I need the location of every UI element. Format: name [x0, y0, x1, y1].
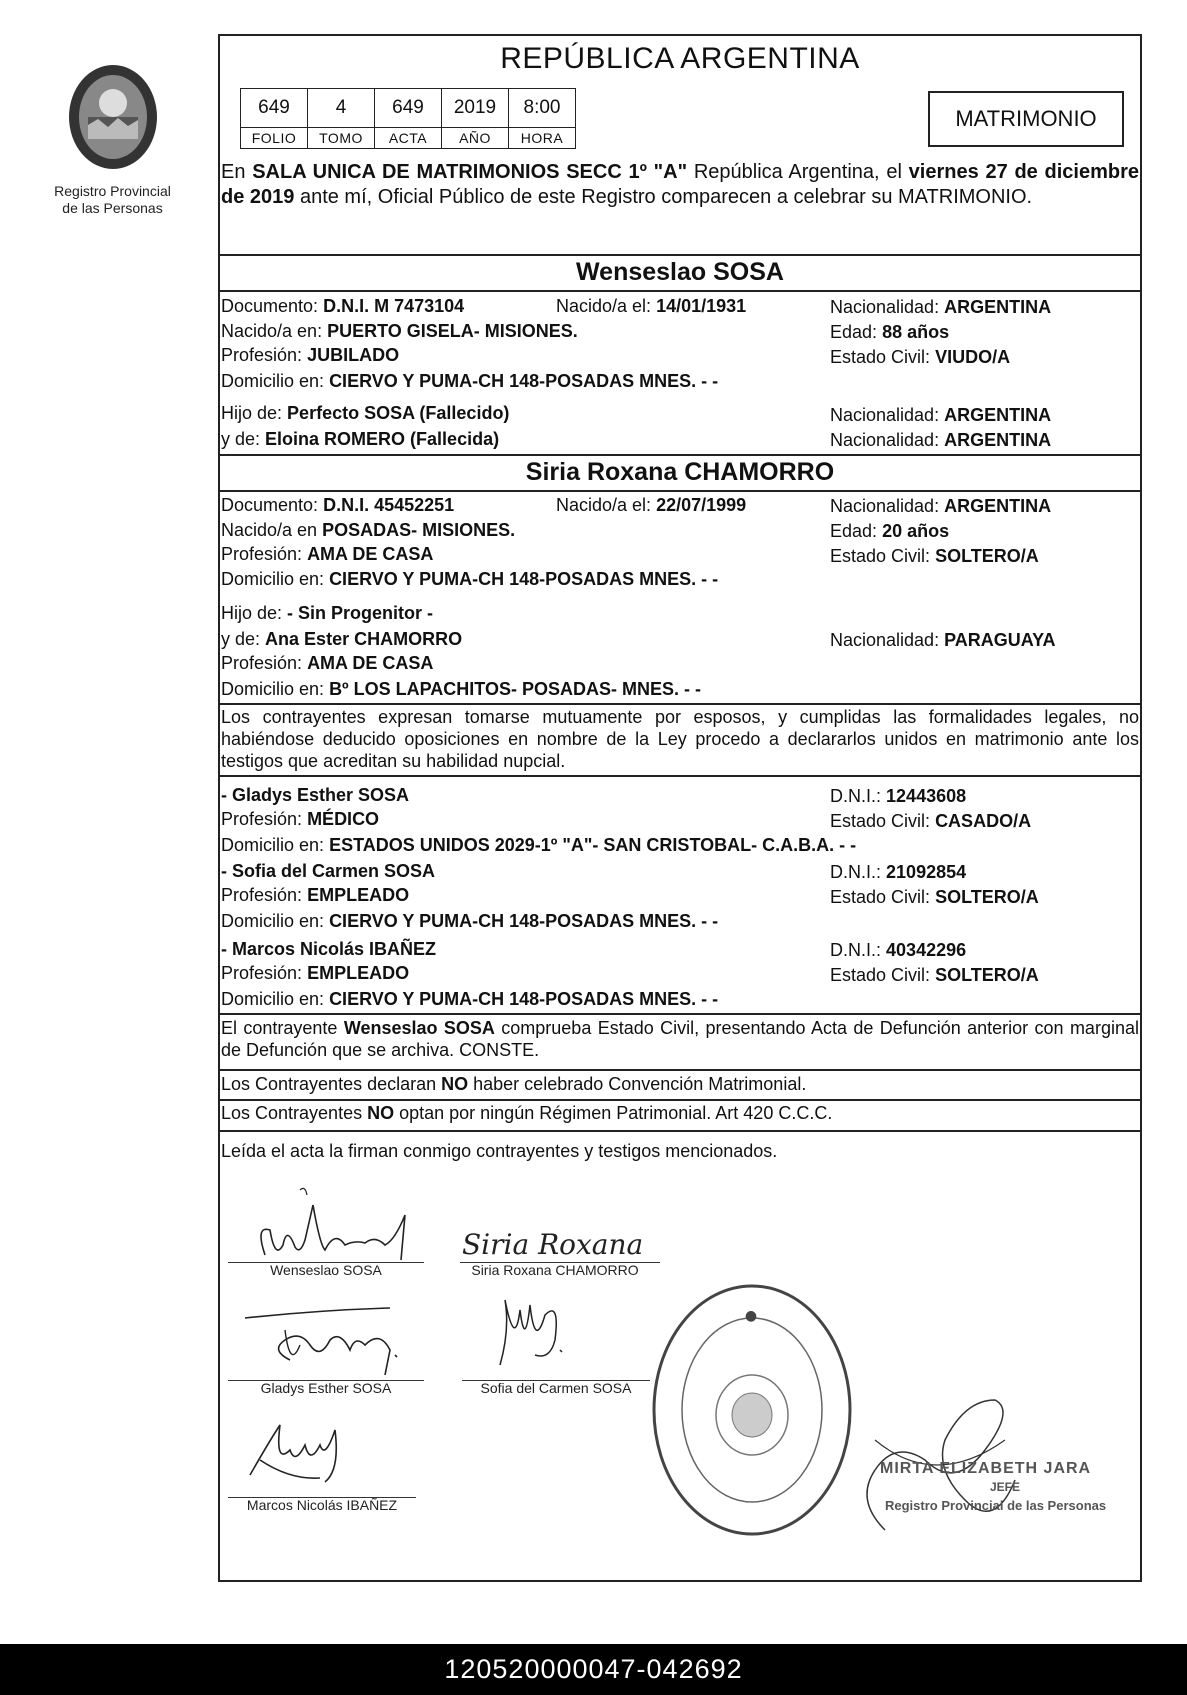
divider — [218, 290, 1142, 292]
province-seal-icon — [58, 55, 168, 175]
spouse1-civil-status: Estado Civil: VIUDO/A — [830, 347, 1011, 367]
divider — [218, 775, 1142, 777]
document-type-box: MATRIMONIO — [928, 91, 1124, 147]
witness3-name: - Marcos Nicolás IBAÑEZ — [221, 939, 437, 959]
spouse2-name: Siria Roxana CHAMORRO — [525, 458, 835, 486]
tomo-value: 4 — [308, 89, 375, 128]
anio-value: 2019 — [442, 89, 509, 128]
witness1-address: Domicilio en: ESTADOS UNIDOS 2029-1º "A"- SAN CRISTOBAL- C.A.B.A. - - — [221, 835, 857, 855]
spouse1-mother-nationality: Nacionalidad: ARGENTINA — [830, 430, 1052, 450]
divider — [218, 1069, 1142, 1071]
spouse1-document: Documento: D.N.I. M 7473104 — [221, 296, 465, 316]
official-role: JEFE — [990, 1480, 1021, 1494]
intro-text-3: ante mí, Oficial Público de este Registro comparecen a celebrar su MATRIMONIO. — [294, 186, 1033, 208]
signature-sofia — [490, 1290, 590, 1380]
spouse1-father-nationality: Nacionalidad: ARGENTINA — [830, 405, 1052, 425]
logo-caption-line2: de las Personas — [62, 200, 163, 216]
spouse2-mother-nationality: Nacionalidad: PARAGUAYA — [830, 630, 1056, 650]
witness1-dni: D.N.I.: 12443608 — [830, 786, 967, 806]
spouse2-age: Edad: 20 años — [830, 521, 950, 541]
witness3-dni: D.N.I.: 40342296 — [830, 940, 967, 960]
spouse2-father: Hijo de: - Sin Progenitor - — [221, 603, 434, 623]
document-code: 120520000047-042692 — [0, 1644, 1187, 1695]
signature-label-gladys: Gladys Esther SOSA — [260, 1380, 392, 1396]
registry-logo — [45, 55, 180, 217]
official-stamp-seal — [650, 1280, 855, 1540]
spouse2-document: Documento: D.N.I. 45452251 — [221, 495, 455, 515]
signature-label-marcos: Marcos Nicolás IBAÑEZ — [246, 1497, 398, 1513]
divider — [218, 454, 1142, 456]
svg-text:●: ● — [744, 1308, 760, 1324]
intro-paragraph — [221, 160, 1139, 210]
spouse2-mother-address: Domicilio en: Bº LOS LAPACHITOS- POSADAS- MNES. - - — [221, 679, 701, 699]
regime-note: Los Contrayentes NO optan por ningún Régimen Patrimonial. Art 420 C.C.C. — [221, 1103, 833, 1123]
witness2-civil-status: Estado Civil: SOLTERO/A — [830, 887, 1039, 907]
spouse1-father: Hijo de: Perfecto SOSA (Fallecido) — [221, 403, 510, 423]
intro-office: SALA UNICA DE MATRIMONIOS SECC 1º "A" — [252, 161, 688, 183]
witness3-address: Domicilio en: CIERVO Y PUMA-CH 148-POSADAS MNES. - - — [221, 989, 719, 1009]
folio-label: FOLIO — [241, 128, 308, 149]
logo-caption-line1: Registro Provincial — [54, 183, 171, 199]
spouse2-address: Domicilio en: CIERVO Y PUMA-CH 148-POSADAS MNES. - - — [221, 569, 719, 589]
intro-text-1: En — [221, 161, 253, 183]
witness1-name: - Gladys Esther SOSA — [221, 785, 410, 805]
signature-siria-handwriting: Siria Roxana — [462, 1228, 644, 1261]
closing-statement: Leída el acta la firman conmigo contrayentes y testigos mencionados. — [221, 1141, 778, 1161]
witness2-dni: D.N.I.: 21092854 — [830, 862, 967, 882]
page-title: REPÚBLICA ARGENTINA — [500, 42, 860, 75]
spouse1-profession: Profesión: JUBILADO — [221, 345, 400, 365]
divider — [218, 1130, 1142, 1132]
witness2-name: - Sofia del Carmen SOSA — [221, 861, 436, 881]
intro-date: viernes 27 de diciembre de 2019 — [221, 161, 1140, 208]
hora-value: 8:00 — [509, 89, 576, 128]
anio-label: AÑO — [442, 128, 509, 149]
divider — [218, 1099, 1142, 1101]
intro-text-2: República Argentina, el — [687, 161, 909, 183]
official-office: Registro Provincial de las Personas — [885, 1498, 1107, 1513]
folio-value: 649 — [241, 89, 308, 128]
spouse2-mother: y de: Ana Ester CHAMORRO — [221, 629, 463, 649]
spouse1-address: Domicilio en: CIERVO Y PUMA-CH 148-POSADAS MNES. - - — [221, 371, 719, 391]
divider — [218, 703, 1142, 705]
signature-gladys — [240, 1290, 420, 1380]
witness2-address: Domicilio en: CIERVO Y PUMA-CH 148-POSADAS MNES. - - — [221, 911, 719, 931]
witness3-profession: Profesión: EMPLEADO — [221, 963, 410, 983]
spouse2-profession: Profesión: AMA DE CASA — [221, 544, 434, 564]
spouse1-nationality: Nacionalidad: ARGENTINA — [830, 297, 1052, 317]
convention-note: Los Contrayentes declaran NO haber celebrado Convención Matrimonial. — [221, 1074, 807, 1094]
signature-label-wenseslao: Wenseslao SOSA — [270, 1262, 382, 1278]
spouse1-birthdate: Nacido/a el: 14/01/1931 — [556, 296, 747, 316]
spouse2-birthdate: Nacido/a el: 22/07/1999 — [556, 495, 747, 515]
spouse2-birthplace: Nacido/a en POSADAS- MISIONES. — [221, 520, 516, 540]
spouse1-birthplace: Nacido/a en: PUERTO GISELA- MISIONES. — [221, 321, 578, 341]
signature-label-siria: Siria Roxana CHAMORRO — [471, 1262, 639, 1278]
acta-value: 649 — [375, 89, 442, 128]
witness1-civil-status: Estado Civil: CASADO/A — [830, 811, 1032, 831]
divider — [218, 254, 1142, 256]
hora-label: HORA — [509, 128, 576, 149]
signature-marcos — [240, 1410, 390, 1490]
spouse1-name: Wenseslao SOSA — [576, 258, 784, 286]
witness1-profession: Profesión: MÉDICO — [221, 809, 380, 829]
civil-status-note: El contrayente Wenseslao SOSA comprueba Estado Civil, presentando Acta de Defunción anterior con marginal de Defunción que se archiva. CONSTE. — [221, 1018, 1139, 1060]
spouse2-civil-status: Estado Civil: SOLTERO/A — [830, 546, 1039, 566]
declaration-paragraph: Los contrayentes expresan tomarse mutuamente por esposos, y cumplidas las formalidades legales, no habiéndose deducido oposiciones en nombre de la Ley procedo a declararlos unidos en matrimonio ante los testigos que acreditan su habilidad nupcial. — [221, 707, 1139, 771]
divider — [218, 490, 1142, 492]
divider — [218, 1013, 1142, 1015]
acta-label: ACTA — [375, 128, 442, 149]
tomo-label: TOMO — [308, 128, 375, 149]
witness2-profession: Profesión: EMPLEADO — [221, 885, 410, 905]
signature-label-sofia: Sofia del Carmen SOSA — [480, 1380, 632, 1396]
spouse2-nationality: Nacionalidad: ARGENTINA — [830, 496, 1052, 516]
spouse2-mother-profession: Profesión: AMA DE CASA — [221, 653, 434, 673]
witness3-civil-status: Estado Civil: SOLTERO/A — [830, 965, 1039, 985]
spouse1-age: Edad: 88 años — [830, 322, 950, 342]
registry-box — [240, 88, 576, 149]
spouse1-mother: y de: Eloina ROMERO (Fallecida) — [221, 429, 500, 449]
official-name: MIRTA ELIZABETH JARA — [880, 1460, 1092, 1477]
